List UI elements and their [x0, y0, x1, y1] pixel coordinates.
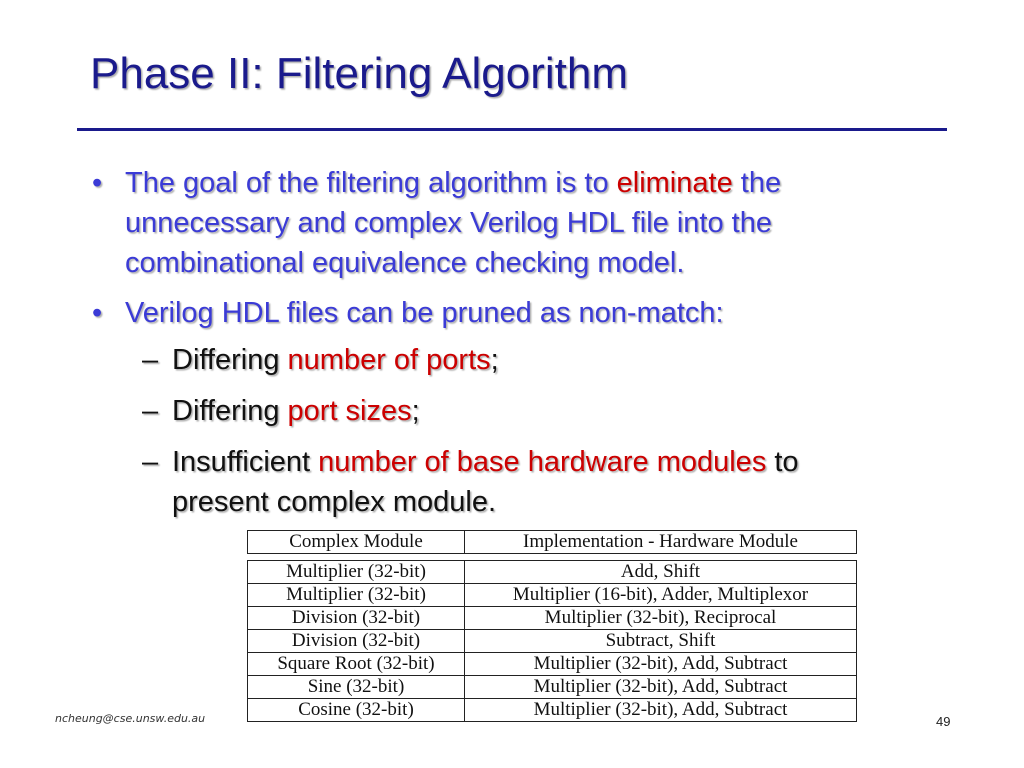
table-cell: Add, Shift — [465, 561, 857, 584]
table-row — [248, 561, 857, 584]
bullet-goal-line2: unnecessary and complex Verilog HDL file into the — [125, 207, 772, 239]
table-row — [248, 630, 857, 653]
table-cell: Multiplier (32-bit), Add, Subtract — [465, 653, 857, 676]
table-row — [248, 584, 857, 607]
table-row — [248, 699, 857, 722]
table-cell: Division (32-bit) — [248, 630, 465, 653]
page-number: 49 — [936, 714, 951, 729]
sub-bullet-ports: – Differing number of ports; — [172, 340, 952, 380]
footer-email: ncheung@cse.unsw.edu.au — [55, 712, 206, 725]
table-header-cell: Complex Module — [248, 531, 465, 554]
table-separator — [248, 554, 857, 561]
table-cell: Multiplier (32-bit) — [248, 561, 465, 584]
table-row — [248, 607, 857, 630]
title-underline — [77, 128, 947, 131]
bullet-dot-icon: • — [92, 167, 103, 199]
highlight-base-hardware-modules: number of base hardware modules — [318, 446, 767, 478]
bullet-goal — [92, 163, 945, 283]
table-header-cell: Implementation - Hardware Module — [465, 531, 857, 554]
table-cell: Division (32-bit) — [248, 607, 465, 630]
slide-title: Phase II: Filtering Algorithm — [90, 49, 629, 98]
module-table — [247, 530, 857, 722]
table-cell: Square Root (32-bit) — [248, 653, 465, 676]
bullet-dot-icon: • — [92, 297, 103, 329]
highlight-number-of-ports: number of ports — [287, 344, 491, 376]
bullet-goal-line1: The goal of the filtering algorithm is to eliminate the — [125, 167, 782, 199]
table-cell: Multiplier (32-bit), Add, Subtract — [465, 676, 857, 699]
table-cell: Multiplier (32-bit), Reciprocal — [465, 607, 857, 630]
table-row — [248, 676, 857, 699]
table-cell: Cosine (32-bit) — [248, 699, 465, 722]
table-cell: Multiplier (16-bit), Adder, Multiplexor — [465, 584, 857, 607]
dash-icon: – — [142, 446, 159, 478]
table-cell: Multiplier (32-bit), Add, Subtract — [465, 699, 857, 722]
highlight-eliminate: eliminate — [616, 167, 733, 199]
dash-icon: – — [142, 395, 159, 427]
table-header-row — [248, 531, 857, 554]
sub-bullet-port-sizes: – Differing port sizes; — [172, 391, 952, 431]
bullet-goal-line3: combinational equivalence checking model. — [125, 247, 685, 279]
table-cell: Sine (32-bit) — [248, 676, 465, 699]
sub-bullet-base-modules: – Insufficient number of base hardware modules to present complex module. — [172, 442, 952, 522]
table-cell: Multiplier (32-bit) — [248, 584, 465, 607]
dash-icon: – — [142, 344, 159, 376]
bullet-pruned: • Verilog HDL files can be pruned as non-match: — [125, 293, 945, 333]
table-row — [248, 653, 857, 676]
highlight-port-sizes: port sizes — [287, 395, 412, 427]
table-cell: Subtract, Shift — [465, 630, 857, 653]
